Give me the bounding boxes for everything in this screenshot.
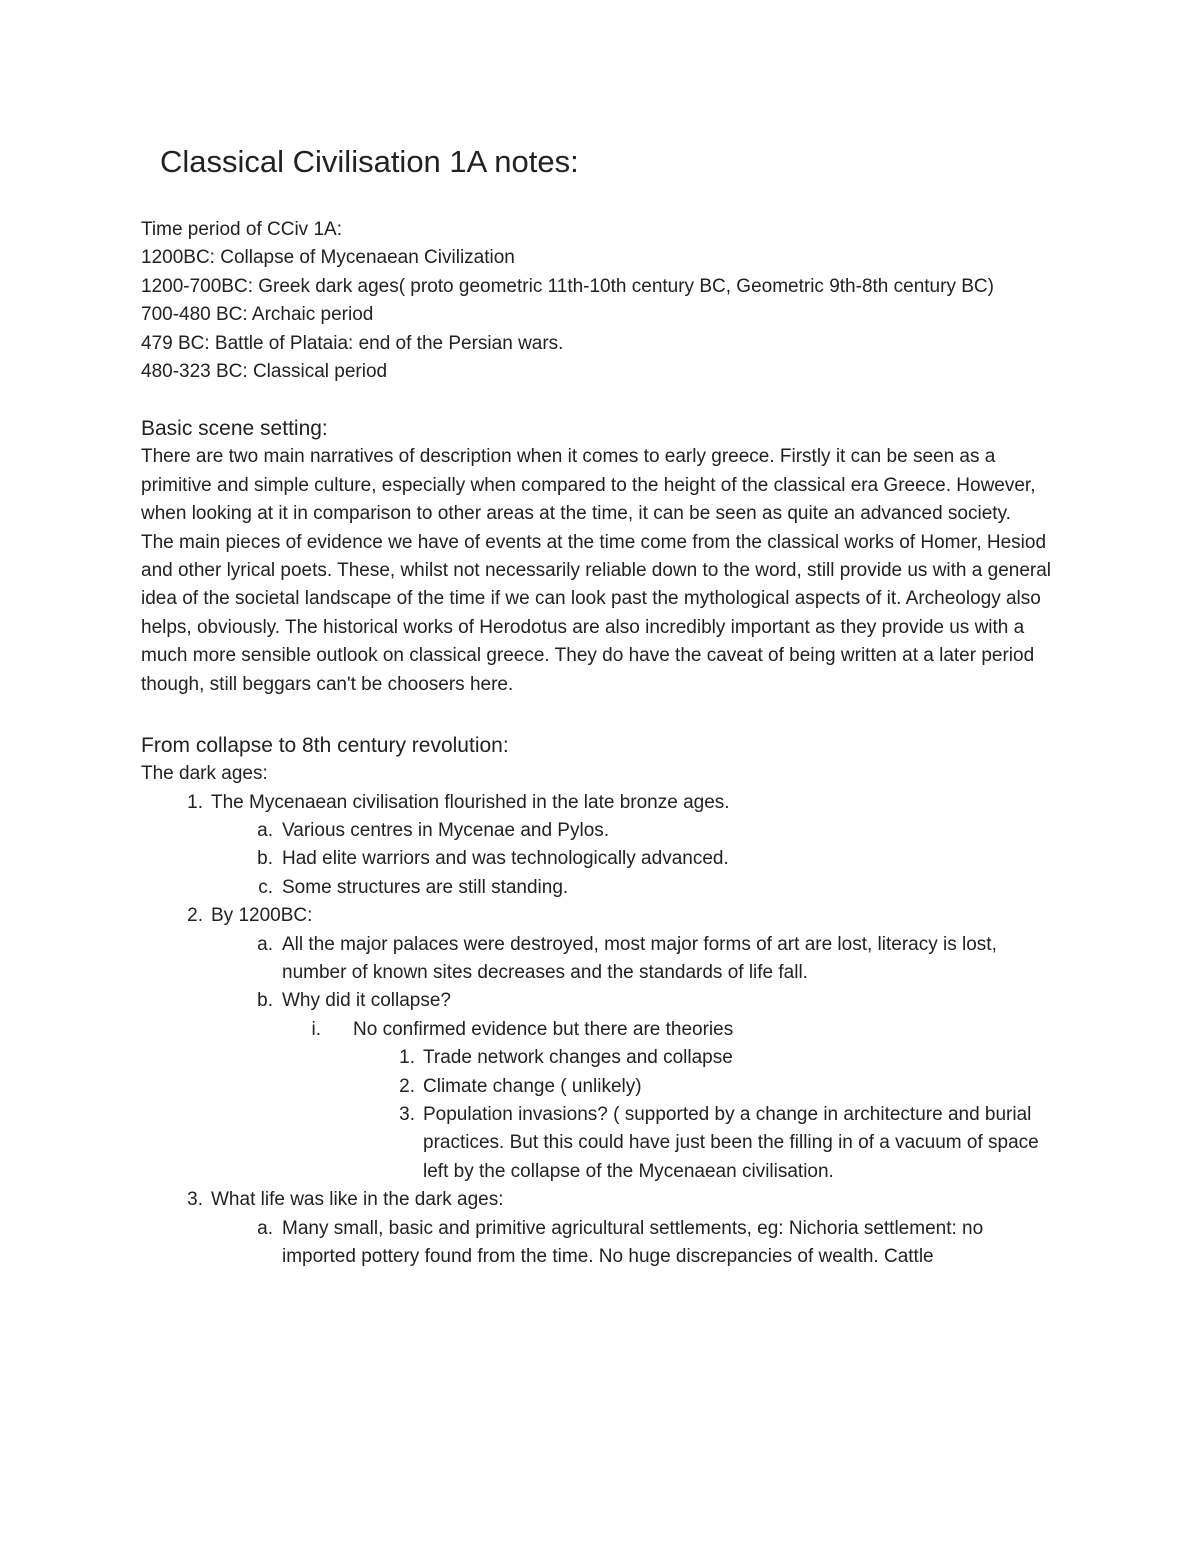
list-item xyxy=(141,1215,1061,1272)
spacer xyxy=(141,699,1061,731)
page-title: Classical Civilisation 1A notes: xyxy=(160,144,579,179)
timeline-entry: 1200-700BC: Greek dark ages( proto geometric 11th-10th century BC, Geometric 9th-8th century BC) xyxy=(141,275,994,297)
list-item-text: Some structures are still standing. xyxy=(282,876,569,898)
subheading: The dark ages: xyxy=(141,763,268,785)
list-item-text: Various centres in Mycenae and Pylos. xyxy=(282,819,610,841)
list-item xyxy=(141,789,1061,817)
basic-scene-section xyxy=(141,414,1061,699)
timeline-entry: 1200BC: Collapse of Mycenaean Civilization xyxy=(141,247,515,269)
spacer xyxy=(141,386,1061,414)
list-item xyxy=(141,902,1061,930)
list-item-text: The Mycenaean civilisation flourished in the late bronze ages. xyxy=(211,791,730,813)
list-item xyxy=(141,987,1061,1015)
collapse-section xyxy=(141,731,1061,1271)
list-item-text: Many small, basic and primitive agricultural settlements, eg: Nichoria settlement: no imported pottery found from the time. No huge discrepancies of wealth. Cattle xyxy=(282,1217,984,1267)
list-item xyxy=(141,845,1061,873)
list-item-text: Population invasions? ( supported by a change in architecture and burial practices. But this could have just been the filling in of a vacuum of space left by the collapse of the Mycenaean civilisation. xyxy=(423,1103,1039,1182)
list-marker: a. xyxy=(257,933,273,955)
list-marker: i. xyxy=(311,1018,321,1040)
list-marker: b. xyxy=(257,848,273,870)
list-marker: 1. xyxy=(399,1047,415,1069)
list-marker: c. xyxy=(258,876,273,898)
list-marker: 2. xyxy=(187,905,203,927)
outline-list xyxy=(141,789,1061,1272)
list-marker: 3. xyxy=(187,1189,203,1211)
list-item xyxy=(141,1073,1061,1101)
paragraph: The main pieces of evidence we have of events at the time come from the classical works of Homer, Hesiod and other lyrical poets. These, whilst not necessarily reliable down to the word, still provide us with a general idea of the societal landscape of the time if we can look past the mythological aspects of it. Archeology also helps, obviously. The historical works of Herodotus are also incredibly important as they provide us with a much more sensible outlook on classical greece. They do have the caveat of being written at a later period though, still beggars can't be choosers here. xyxy=(141,531,1052,695)
list-marker: b. xyxy=(257,990,273,1012)
list-item xyxy=(141,874,1061,902)
list-marker: 2. xyxy=(399,1075,415,1097)
timeline-entry: 700-480 BC: Archaic period xyxy=(141,304,374,326)
paragraph: There are two main narratives of description when it comes to early greece. Firstly it can be seen as a primitive and simple culture, especially when compared to the height of the classical era Greece. However, when looking at it in comparison to other areas at the time, it can be seen as quite an advanced society. xyxy=(141,446,1036,525)
list-item-text: Trade network changes and collapse xyxy=(423,1047,733,1069)
list-item-text: Climate change ( unlikely) xyxy=(423,1075,642,1097)
timeline-entry: 480-323 BC: Classical period xyxy=(141,361,388,383)
list-item-text: What life was like in the dark ages: xyxy=(211,1189,504,1211)
list-item xyxy=(141,1101,1061,1186)
list-marker: a. xyxy=(257,819,273,841)
list-item xyxy=(141,931,1061,988)
list-item-text: Had elite warriors and was technologically advanced. xyxy=(282,848,729,870)
timeline-heading: Time period of CCiv 1A: xyxy=(141,219,342,240)
list-item xyxy=(141,817,1061,845)
list-marker: 3. xyxy=(399,1103,415,1125)
list-item-text: No confirmed evidence but there are theories xyxy=(353,1018,734,1040)
document-body xyxy=(141,216,1061,1271)
list-item-text: By 1200BC: xyxy=(211,905,313,927)
list-item-text: Why did it collapse? xyxy=(282,990,451,1012)
list-item-text: All the major palaces were destroyed, most major forms of art are lost, literacy is lost, number of known sites decreases and the standards of life fall. xyxy=(282,933,997,983)
section-heading: Basic scene setting: xyxy=(141,417,328,441)
list-marker: 1. xyxy=(187,791,203,813)
list-item xyxy=(141,1044,1061,1072)
list-item xyxy=(141,1186,1061,1214)
section-heading: From collapse to 8th century revolution: xyxy=(141,734,509,758)
list-marker: a. xyxy=(257,1217,273,1239)
timeline-entry: 479 BC: Battle of Plataia: end of the Persian wars. xyxy=(141,332,564,354)
timeline-section xyxy=(141,216,1061,386)
list-item xyxy=(141,1016,1061,1044)
